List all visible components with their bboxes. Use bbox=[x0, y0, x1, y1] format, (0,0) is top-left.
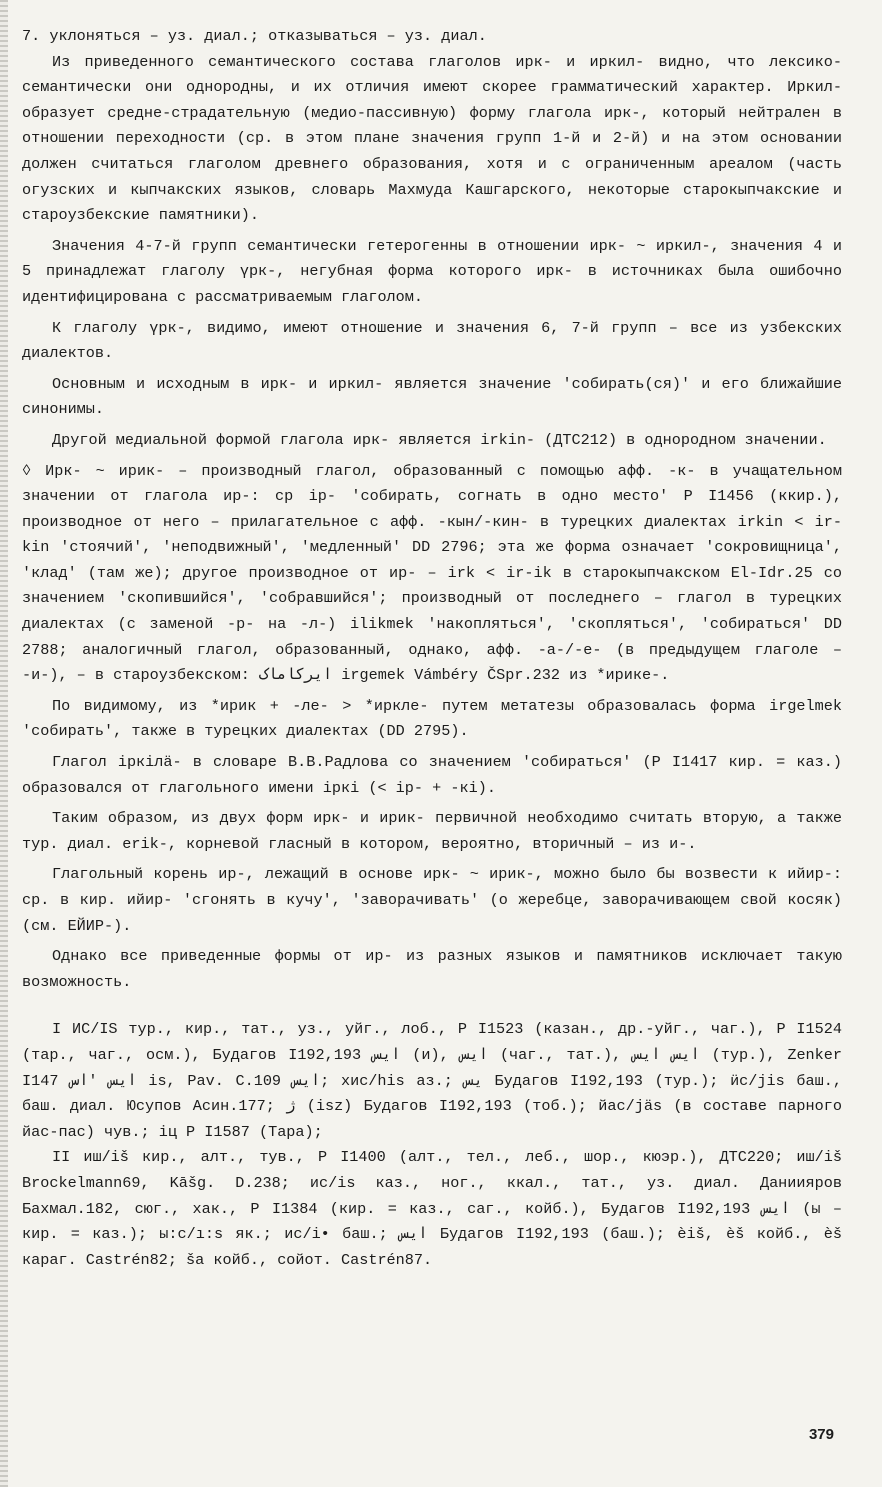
reference-block-2: II иш/iš кир., алт., тув., Р I1400 (алт., тел., леб., шор., кюэр.), ДТС220; иш/iš Brockelmann69, Kāšg. D.238; ис/is каз., ног., ккал., тат., уз. диал. Даниияров Бахмал.182, сюг., хак., Р I1384 (кир. = каз., саг., койб.), Будагов I192,193 ایس (ы – кир. = каз.); ы:с/ı:s як.; ис/i• баш.; ایس Будагов I192,193 (баш.); èiš, èš койб., èš караг. Castrén82; ša койб., сойот. Castrén87. bbox=[22, 1148, 842, 1269]
paragraph-irkin-form: Другой медиальной формой глагола ирк- является irkin- (ДТС212) в однородном значении. bbox=[52, 430, 827, 449]
paragraph-conclusion: Однако все приведенные формы от ир- из разных языков и памятников исключает такую возможность. bbox=[22, 947, 842, 991]
paragraph-derivation: ◊ Ирк- ~ ирик- – производный глагол, образованный с помощью афф. -к- в учащательном значении от глагола ир-: ср ір- 'собирать, согнать в одно место' Р I1456 (ккир.), производное от него – прилагательное с афф. -кын/-кин- в турецких диалектах irkin < ir-kin 'стоячий', 'неподвижный', 'медленный' DD 2796; эта же форма означает 'сокровищница', 'клад' (там же); другое производное от ир- – irk < ir-ik в старокыпчакском El-Idr.25 со значением 'скопившийся', 'собравшийся'; производный от последнего – глагол в турецких диалектах (с заменой -р- на -л-) ilikmek 'накопляться', 'скопляться', 'собираться' DD 2788; аналогичный глагол, образованный, однако, афф. -а-/-е- (в предыдущем глаголе – -и-), – в староузбекском: ایرکاماک irgemek Vámbéry ČSpr.232 из *ирике-. bbox=[22, 461, 842, 685]
page-body bbox=[22, 24, 842, 1273]
paragraph-verbal-root: Глагольный корень ир-, лежащий в основе ирк- ~ ирик-, можно было бы возвести к ийир-: ср. в кир. ийир- 'сгонять в кучу', 'заворачивать' (о жеребце, заворачивающем свой косяк) (см. ЕЙИР-). bbox=[22, 865, 842, 935]
paragraph-metathesis: По видимому, из *ирик + -ле- > *иркле- путем метатезы образовалась форма irgelmek 'собирать', также в турецких диалектах (DD 2795). bbox=[22, 696, 842, 741]
paragraph-primary-form: Таким образом, из двух форм ирк- и ирик- первичной необходимо считать вторую, а также тур. диал. erik-, корневой гласный в котором, вероятно, вторичный – из и-. bbox=[22, 809, 842, 853]
page-number: 379 bbox=[808, 1426, 834, 1443]
paragraph-heterogeneous-meanings: Значения 4-7-й групп семантически гетерогенны в отношении ирк- ~ иркил-, значения 4 и 5 принадлежат глаголу үрк-, негубная форма которого ирк- в источниках была ошибочно идентифицирована с рассматриваемым глаголом. bbox=[22, 236, 842, 306]
reference-block-1: I ИС/IS тур., кир., тат., уз., уйг., лоб., Р I1523 (казан., др.-уйг., чаг.), Р I1524 (тар., чаг., осм.), Будагов I192,193 ایس (и), ایس (чаг., тат.), ایس ایس (тур.), Zenker I147 ایس 'اس is, Pav. C.109 ایس; хис/his аз.; یس Будагов I192,193 (тур.); ӥс/jis баш., баш. диал. Юсупов Асин.177; ژ (isz) Будагов I192,193 (тоб.); йас/jäs (в составе парного йас-пас) чув.; іц Р I1587 (Тара); bbox=[22, 1020, 843, 1141]
paragraph-item7: 7. уклоняться – уз. диал.; отказываться – уз. диал. bbox=[22, 27, 487, 45]
paragraph-basic-meaning: Основным и исходным в ирк- и иркил- является значение 'собирать(ся)' и его ближайшие синонимы. bbox=[22, 374, 842, 419]
section-gap bbox=[22, 995, 842, 1017]
paragraph-urk-relation: К глаголу үрк-, видимо, имеют отношение и значения 6, 7-й групп – все из узбекских диалектов. bbox=[22, 318, 842, 363]
scan-edge bbox=[0, 0, 8, 1487]
paragraph-semantic-composition: Из приведенного семантического состава глаголов ирк- и иркил- видно, что лексико-семантически они однородны, и их отличия имеют скорее грамматический характер. Иркил- образует средне-страдательную (медио-пассивную) форму глагола ирк-, который нейтрален в отношении переходности (ср. в этом плане значения групп 1-й и 2-й) и на этом основании должен считаться глаголом древнего образования, хотя и с ограниченным ареалом (часть огузских и кыпчакских языков, словарь Махмуда Кашгарского, некоторые старокыпчакские и староузбекские памятники). bbox=[22, 52, 842, 225]
paragraph-radlov: Глагол іркілä- в словаре В.В.Радлова со значением 'собираться' (Р I1417 кир. = каз.) образовался от глагольного имени іркі (< ір- + -кі). bbox=[22, 753, 842, 797]
